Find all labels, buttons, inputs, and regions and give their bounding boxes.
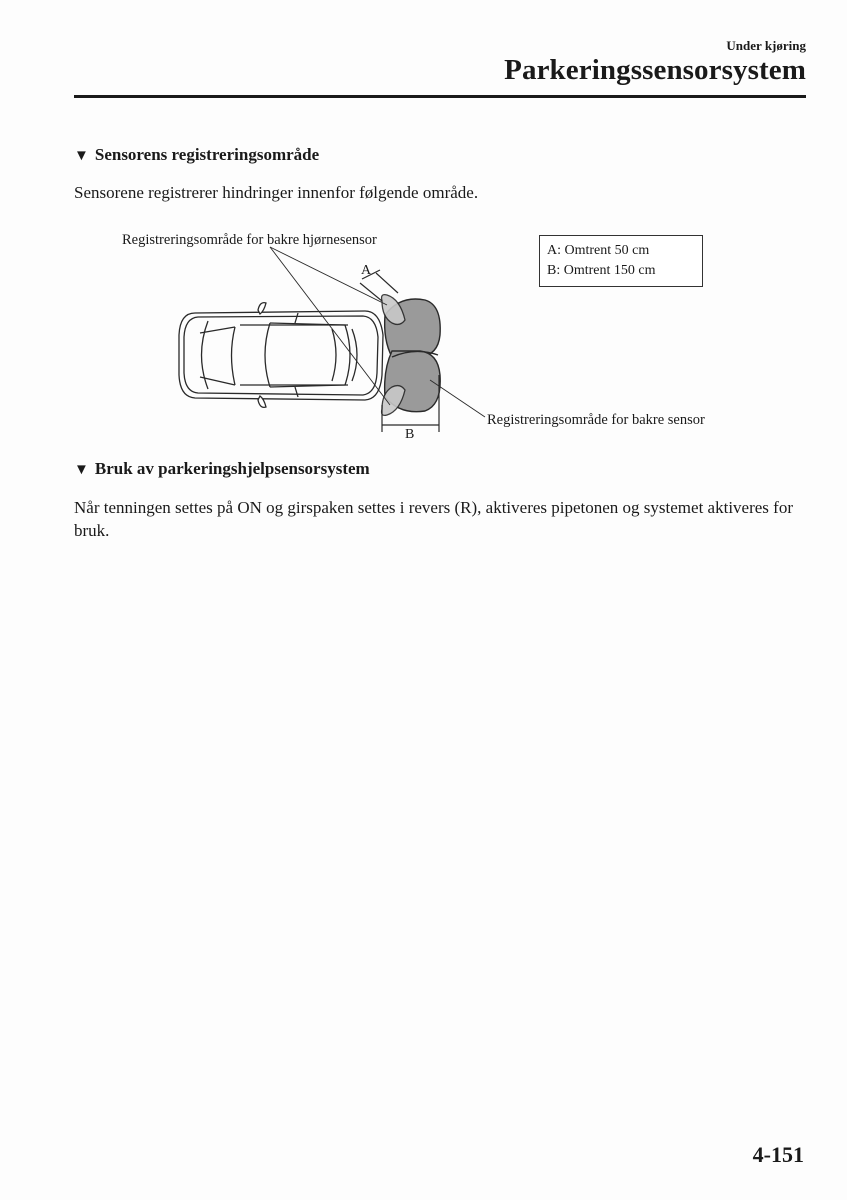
paragraph-using-system: Når tenningen settes på ON og girspaken settes i revers (R), aktiveres pipetonen og systemet aktiveres for bruk. [74,498,793,540]
dimension-b-label: B [405,427,415,442]
paragraph-detection-range: Sensorene registrerer hindringer innenfor følgende område. [74,183,479,202]
heading-using-system [74,459,370,479]
legend-a: A: Omtrent 50 cm [547,243,650,258]
dimension-a-label: A [361,263,372,278]
page-title: Parkeringssensorsystem [504,54,806,86]
legend-b: B: Omtrent 150 cm [547,263,656,278]
callout-rear-sensor: Registreringsområde for bakre sensor [487,412,705,428]
section-label: Under kjøring [726,38,806,53]
heading-detection-range [74,145,319,165]
page-number: 4-151 [752,1142,804,1167]
heading-text: Bruk av parkeringshjelpsensorsystem [94,459,370,478]
title-divider [74,95,806,98]
triangle-down-icon: ▼ [74,462,89,478]
distance-legend [539,235,703,287]
callout-corner-sensor: Registreringsområde for bakre hjørnesensor [122,232,377,248]
triangle-down-icon: ▼ [74,148,89,164]
heading-text: Sensorens registreringsområde [94,145,320,164]
